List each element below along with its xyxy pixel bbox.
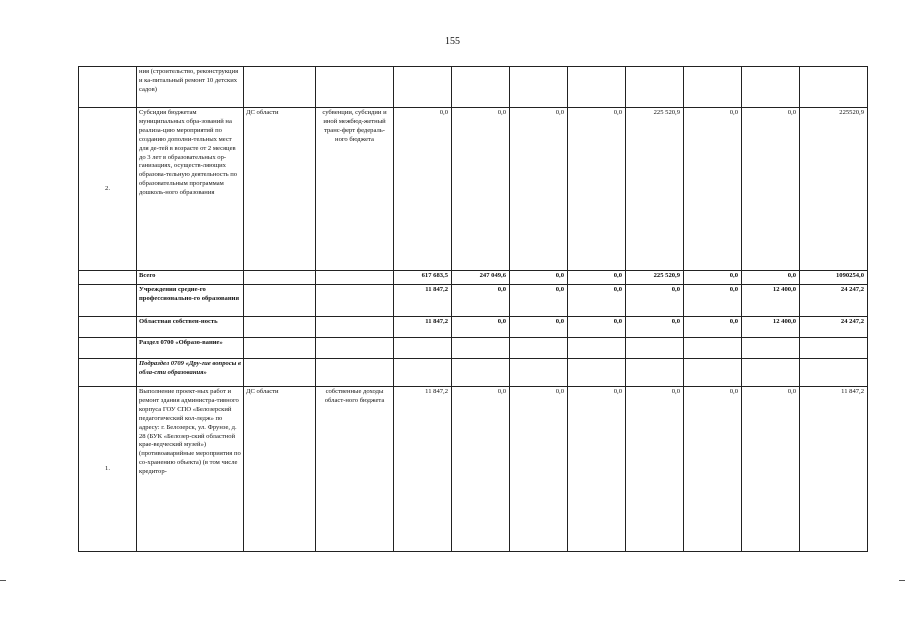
value-cell: 225 520,9 [626,271,684,285]
value-cell [626,67,684,108]
value-cell [452,67,510,108]
row-number-cell: 2. [79,108,137,271]
value-cell: 0,0 [452,387,510,552]
item-name-cell: Раздел 0700 «Образо-вание» [137,338,244,359]
value-cell: 24 247,2 [800,317,868,338]
value-cell [568,359,626,387]
source-cell [244,317,316,338]
funding-type-cell [316,338,394,359]
value-cell [742,338,800,359]
source-cell [244,67,316,108]
value-cell [510,359,568,387]
value-cell: 0,0 [626,317,684,338]
budget-table [78,66,868,552]
value-cell: 0,0 [568,317,626,338]
item-name-cell: Выполнение проект-ных работ и ремонт здания администра-тивного корпуса ГОУ СПО «Белозерский педагогический кол-ледж» по адресу: г. Белозерск, ул. Фрунзе, д. 28 (БУК «Белозер-ский областной крае-ведческий музей») (противоаварийные мероприятия по со-хранению объекта) (в том числе кредитор- [137,387,244,552]
funding-type-cell [316,285,394,317]
source-cell [244,338,316,359]
row-number-cell [79,338,137,359]
value-cell: 0,0 [742,271,800,285]
row-number-cell [79,271,137,285]
value-cell: 24 247,2 [800,285,868,317]
value-cell: 0,0 [568,108,626,271]
value-cell [800,338,868,359]
value-cell: 0,0 [510,285,568,317]
table-row [79,387,868,552]
value-cell [568,338,626,359]
value-cell: 1090254,0 [800,271,868,285]
value-cell: 0,0 [626,387,684,552]
table-row [79,271,868,285]
value-cell: 0,0 [452,285,510,317]
source-cell [244,285,316,317]
table-row [79,359,868,387]
right-edge-mark [899,580,905,581]
table-row [79,285,868,317]
value-cell [394,67,452,108]
value-cell [394,359,452,387]
row-number-cell [79,317,137,338]
value-cell: 11 847,2 [394,387,452,552]
item-name-cell: Учреждения средне-го профессионально-го образования [137,285,244,317]
value-cell: 0,0 [452,108,510,271]
value-cell [510,67,568,108]
value-cell [626,359,684,387]
value-cell: 0,0 [684,317,742,338]
value-cell: 0,0 [684,108,742,271]
value-cell [684,338,742,359]
funding-type-cell [316,67,394,108]
value-cell: 0,0 [742,387,800,552]
item-name-cell: ния (строительство, реконструкция и ка-питальный ремонт 10 детских садов) [137,67,244,108]
value-cell: 0,0 [684,285,742,317]
value-cell: 12 400,0 [742,285,800,317]
value-cell [742,359,800,387]
funding-type-cell [316,317,394,338]
value-cell [800,67,868,108]
table-row [79,317,868,338]
value-cell: 0,0 [568,271,626,285]
value-cell [452,338,510,359]
value-cell: 0,0 [510,108,568,271]
value-cell: 12 400,0 [742,317,800,338]
value-cell [626,338,684,359]
source-cell: ДС области [244,387,316,552]
value-cell: 225 520,9 [626,108,684,271]
value-cell: 0,0 [742,108,800,271]
value-cell: 0,0 [684,387,742,552]
left-edge-mark [0,580,6,581]
item-name-cell: Областная собствен-ность [137,317,244,338]
value-cell: 225520,9 [800,108,868,271]
row-number-cell [79,359,137,387]
value-cell: 0,0 [510,387,568,552]
source-cell: ДС области [244,108,316,271]
row-number-cell: 1. [79,387,137,552]
funding-type-cell: собственные доходы област-ного бюджета [316,387,394,552]
funding-type-cell [316,271,394,285]
value-cell: 0,0 [394,108,452,271]
table-row [79,338,868,359]
page-number: 155 [445,36,460,47]
value-cell [684,67,742,108]
table-body [79,67,868,552]
value-cell [452,359,510,387]
value-cell: 0,0 [510,271,568,285]
value-cell: 11 847,2 [394,285,452,317]
value-cell [800,359,868,387]
value-cell [568,67,626,108]
value-cell: 617 683,5 [394,271,452,285]
funding-type-cell [316,359,394,387]
value-cell [742,67,800,108]
value-cell [510,338,568,359]
item-name-cell: Подраздел 0709 «Дру-гие вопросы в обла-сти образования» [137,359,244,387]
item-name-cell: Всего [137,271,244,285]
value-cell: 0,0 [510,317,568,338]
row-number-cell [79,67,137,108]
value-cell: 11 847,2 [394,317,452,338]
value-cell: 0,0 [568,387,626,552]
value-cell: 0,0 [684,271,742,285]
value-cell: 11 847,2 [800,387,868,552]
item-name-cell: Субсидия бюджетам муниципальных обра-зований на реализа-цию мероприятий по созданию дополни-тельных мест для де-тей в возрасте от 2 месяцев до 3 лет в образовательных ор-ганизациях, осуществ-ляющих образова-тельную деятельность по образовательным программам дошколь-ного образования [137,108,244,271]
value-cell [684,359,742,387]
value-cell: 0,0 [568,285,626,317]
value-cell: 0,0 [452,317,510,338]
source-cell [244,271,316,285]
value-cell: 247 049,6 [452,271,510,285]
table-row [79,67,868,108]
row-number-cell [79,285,137,317]
source-cell [244,359,316,387]
funding-type-cell: субвенции, субсидии и иной межбюд-жетный транс-ферт федераль-ного бюджета [316,108,394,271]
value-cell: 0,0 [626,285,684,317]
table-row [79,108,868,271]
value-cell [394,338,452,359]
